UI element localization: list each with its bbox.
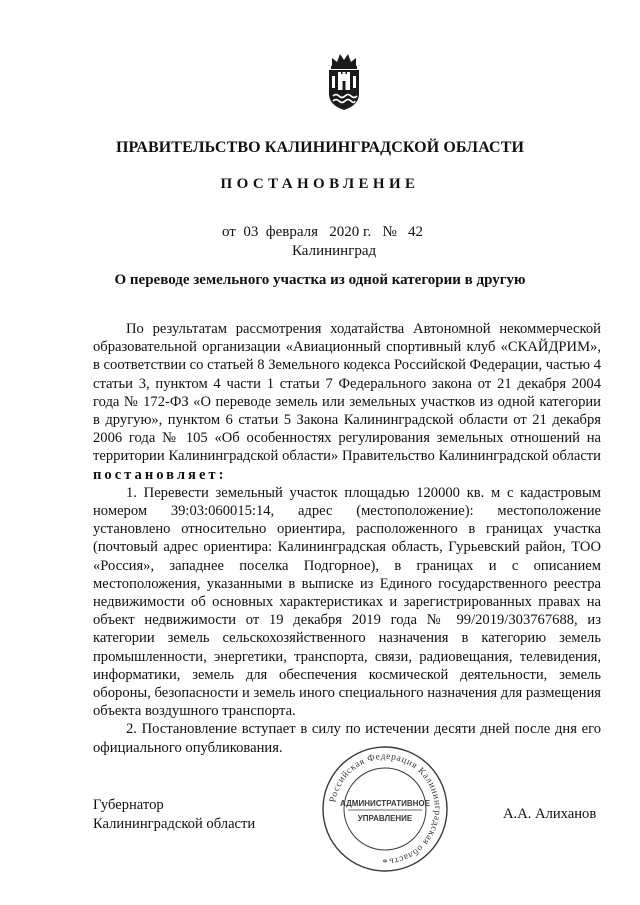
stamp-star: * <box>382 857 388 869</box>
document-subject: О переводе земельного участка из одной категории в другую <box>114 272 526 288</box>
stamp-center-line-1: АДМИНИСТРАТИВНОЕ <box>340 799 430 808</box>
signatory-title-line-2: Калининградской области <box>93 815 256 832</box>
document-body <box>93 320 601 757</box>
document-type: ПОСТАНОВЛЕНИЕ <box>220 176 420 192</box>
svg-text:Российская Федерация Калинингр <box>328 752 442 866</box>
official-stamp <box>318 742 452 876</box>
date-number-line: от 03 февраля 2020 г. № 42 <box>222 224 424 240</box>
signatory-name: А.А. Алиханов <box>503 806 597 822</box>
preamble-text: По результатам рассмотрения ходатайства Автономной некоммерческой образовательной организации «Авиационный спортивный клуб «СКАЙДРИМ», в соответствии со статьей 8 Земельного кодекса Российской Федерации, частью 4 статьи 3, пунктом 4 части 1 статьи 7 Федерального закона от 21 декабря 2004 года № 172-ФЗ «О переводе земель или земельных участков из одной категории в другую», пунктом 6 статьи 5 Закона Калининградской области от 21 декабря 2006 года № 105 «Об особенностях регулирования земельных отношений на территории Калининградской области» Правительство Калининградской области <box>93 321 601 465</box>
city: Калининград <box>292 243 377 259</box>
item-2-paragraph: 2. Постановление вступает в силу по истечении десяти дней после дня его официального опубликования. <box>93 721 601 756</box>
preamble-paragraph <box>93 320 601 484</box>
coat-of-arms-icon <box>324 50 364 112</box>
signatory-title <box>93 796 255 833</box>
signatory-title-line-1: Губернатор <box>93 797 164 813</box>
item-1-paragraph: 1. Перевести земельный участок площадью 120000 кв. м с кадастровым номером 39:03:060015:14, адрес (местоположение): местоположение установлено относительно ориентира, расположенного в границах участка (почтовый адрес ориентира: Калининградская область, Гурьевский район, ТОО «Россия», западнее поселка Подгорное), в границах и с описанием местоположения, указанными в выписке из Единого государственного реестра недвижимости об основных характеристиках и зарегистрированных правах на объект недвижимости от 19 декабря 2019 года № 99/2019/303767688, из категории земель сельскохозяйственного назначения в категорию земель промышленности, энергетики, транспорта, связи, радиовещания, телевидения, информатики, земель для обеспечения космической деятельности, земель обороны, безопасности и земель иного специального назначения для размещения объекта воздушного транспорта. <box>93 484 601 720</box>
organization-title: ПРАВИТЕЛЬСТВО КАЛИНИНГРАДСКОЙ ОБЛАСТИ <box>115 139 525 156</box>
stamp-ring-text: Российская Федерация Калининградская область <box>328 751 443 866</box>
stamp-center-line-2: УПРАВЛЕНИЕ <box>357 814 413 823</box>
resolves-word: постановляет: <box>93 466 227 483</box>
